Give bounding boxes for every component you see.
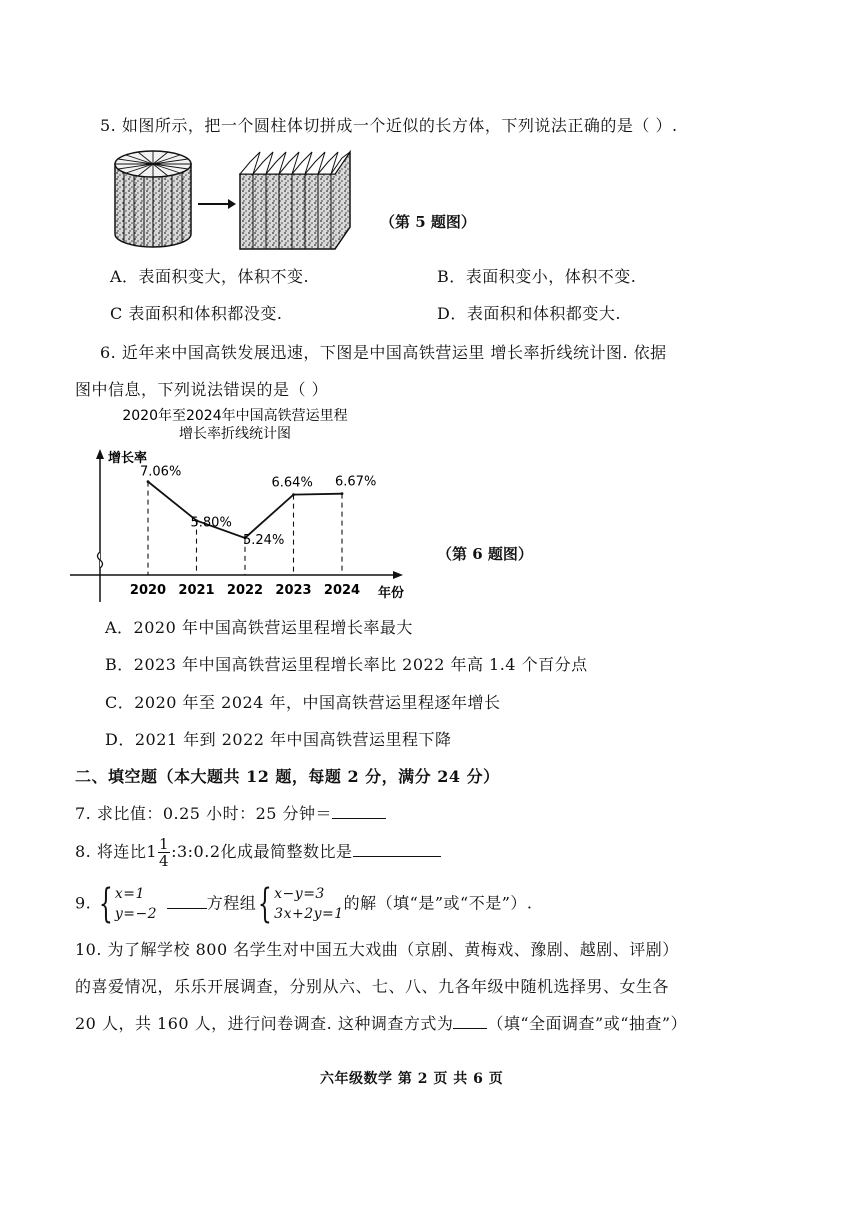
data-label: 5.80% (190, 515, 232, 531)
q9-answer-blank[interactable] (167, 908, 207, 909)
q5-caption: （第 5 题图） (380, 213, 476, 231)
data-label: 6.64% (271, 475, 313, 491)
q9-equation-1: x−y=3 (274, 886, 325, 902)
data-point (292, 493, 295, 496)
axis-break-icon (98, 552, 103, 568)
q5-option-b: B．表面积变小，体积不变. (437, 267, 637, 286)
q5-option-c: C 表面积和体积都没变. (110, 304, 283, 323)
chart-axes (70, 449, 404, 602)
q10-answer-blank[interactable] (453, 1028, 487, 1029)
q6-option-a: A．2020 年中国高铁营运里程增长率最大 (105, 618, 413, 637)
q9-solution-x: x=1 (114, 886, 145, 902)
y-axis-arrow-icon (96, 449, 104, 459)
q5-figure (110, 142, 360, 254)
q6-stem-line1: 6. 近年来中国高铁发展迅速，下图是中国高铁营运里 增长率折线统计图. 依据 (100, 343, 667, 362)
q5-stem: 5. 如图所示，把一个圆柱体切拼成一个近似的长方体，下列说法正确的是（ ）. (100, 116, 678, 135)
q8-suffix: 化成最简整数比是 (220, 842, 353, 861)
q8-fraction-denominator: 4 (159, 852, 170, 870)
x-tick-label: 2023 (275, 583, 312, 598)
q8-fraction-numerator: 1 (159, 835, 170, 853)
q10-line3-a: 20 人，共 160 人，进行问卷调查. 这种调查方式为 (75, 1014, 454, 1033)
data-label: 6.67% (335, 474, 377, 490)
data-label: 5.24% (243, 532, 285, 548)
q6-stem-line2: 图中信息，下列说法错误的是（ ） (75, 380, 329, 399)
q8-line (75, 836, 441, 869)
q6-option-d: D．2021 年到 2022 年中国高铁营运里程下降 (105, 730, 452, 749)
q9-equation-2: 3x+2y=1 (274, 906, 344, 922)
q5-option-d: D．表面积和体积都变大. (437, 304, 621, 323)
data-label: 7.06% (140, 464, 182, 480)
chart-marks (140, 465, 376, 575)
x-tick-label: 2024 (323, 583, 361, 598)
arrow-right-icon (198, 199, 236, 209)
q10-line1: 10. 为了解学校 800 名学生对中国五大戏曲（京剧、黄梅戏、豫剧、越剧、评剧） (75, 940, 679, 959)
q8-ratio-rest: :3:0.2 (171, 842, 221, 861)
cuboid-icon (240, 152, 350, 249)
chart-subtitle: 增长率折线统计图 (179, 426, 291, 442)
q10-line3 (75, 1011, 687, 1034)
data-point (147, 480, 150, 483)
q10-line3-b: （填“全面调查”或“抽查”） (487, 1014, 688, 1033)
q9-line (75, 881, 533, 927)
cylinder-icon (115, 151, 191, 247)
q8-answer-blank[interactable] (353, 856, 441, 857)
page-footer: 六年级数学 第 2 页 共 6 页 (320, 1071, 504, 1087)
q9-number: 9. (75, 893, 92, 913)
brace-left-icon: { (98, 881, 113, 927)
q6-option-b: B．2023 年中国高铁营运里程增长率比 2022 年高 1.4 个百分点 (105, 655, 588, 674)
x-axis-arrow-icon (393, 571, 403, 579)
x-tick-label: 2020 (129, 583, 167, 598)
q7-answer-blank[interactable] (332, 818, 386, 819)
q5-option-a: A．表面积变大，体积不变. (110, 267, 310, 286)
q9-solution (115, 884, 157, 924)
q7-line (75, 801, 386, 824)
q9-system (274, 884, 344, 924)
q6-line-chart (60, 402, 420, 607)
q7-text: 7. 求比值：0.25 小时：25 分钟＝ (75, 804, 333, 823)
brace-left-icon: { (258, 881, 273, 927)
q6-option-c: C．2020 年至 2024 年，中国高铁营运里程逐年增长 (105, 693, 501, 712)
section2-heading: 二、填空题（本大题共 12 题，每题 2 分，满分 24 分） (75, 767, 500, 786)
x-tick-label: 2021 (178, 583, 215, 598)
q10-line2: 的喜爱情况，乐乐开展调查，分别从六、七、八、九各年级中随机选择男、女生各 (75, 977, 670, 996)
x-axis-label: 年份 (378, 586, 405, 601)
chart-title: 2020年至2024年中国高铁营运里程 (122, 408, 348, 424)
y-axis-label: 增长率 (108, 451, 148, 466)
data-point (341, 492, 344, 495)
q8-mixed-whole: 1 (146, 842, 158, 861)
q9-solution-y: y=−2 (114, 906, 158, 922)
q9-suffix: 的解（填“是”或“不是”）. (343, 893, 533, 913)
q6-caption: （第 6 题图） (437, 545, 533, 563)
q8-fraction (158, 836, 170, 869)
q9-mid: 方程组 (206, 893, 257, 913)
series-line (148, 482, 342, 538)
x-tick-label: 2022 (226, 583, 264, 598)
q8-prefix: 8. 将连比 (75, 842, 147, 861)
